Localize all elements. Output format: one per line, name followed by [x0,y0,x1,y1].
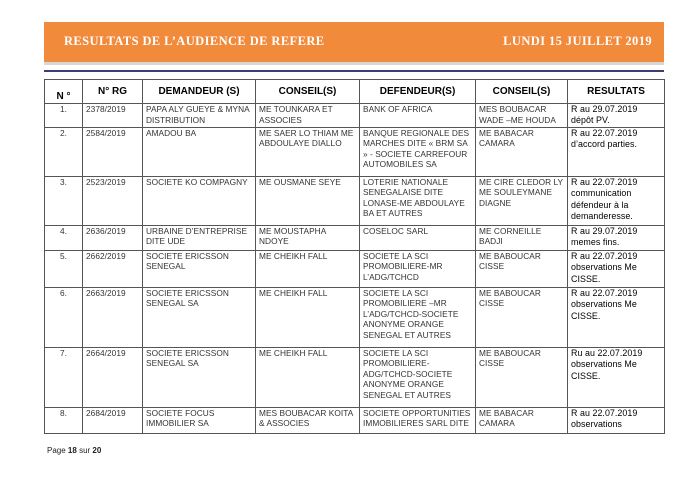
cell-conseil-defendeur: ME CORNEILLE BADJI [476,225,568,250]
cell-conseil-demandeur: ME OUSMANE SEYE [256,176,360,225]
cell-defendeur: BANK OF AFRICA [360,104,476,128]
table-row [45,127,665,176]
cell-resultat: R au 29.07.2019 dépôt PV. [568,104,665,128]
cell-number: 2. [45,127,83,176]
cell-defendeur: SOCIETE OPPORTUNITIES IMMOBILIERES SARL DITE [360,407,476,433]
cell-number: 6. [45,287,83,347]
table-row [45,225,665,250]
cell-rg: 2684/2019 [83,407,143,433]
column-header-resultats: RESULTATS [568,80,665,104]
page-footer [47,446,101,455]
cell-number: 4. [45,225,83,250]
cell-resultat: R au 22.07.2019 observations Me CISSE. [568,287,665,347]
cell-defendeur: SOCIETE LA SCI PROMOBILIERE-ADG/TCHCD-SOCIETE ANONYME ORANGE SENEGAL ET AUTRES [360,347,476,407]
cell-rg: 2523/2019 [83,176,143,225]
column-header-defendeur: DEFENDEUR(S) [360,80,476,104]
table-row [45,104,665,128]
cell-demandeur: SOCIETE ERICSSON SENEGAL SA [143,347,256,407]
cell-resultat: R au 22.07.2019 d’accord parties. [568,127,665,176]
cell-resultat: R au 22.07.2019 observations [568,407,665,433]
cell-demandeur: SOCIETE ERICSSON SENEGAL [143,250,256,287]
cell-rg: 2378/2019 [83,104,143,128]
cell-rg: 2664/2019 [83,347,143,407]
cell-defendeur: COSELOC SARL [360,225,476,250]
cell-defendeur: SOCIETE LA SCI PROMOBILIERE-MR L’ADG/TCHCD [360,250,476,287]
cell-demandeur: URBAINE D’ENTREPRISE DITE UDE [143,225,256,250]
cell-conseil-demandeur: ME MOUSTAPHA NDOYE [256,225,360,250]
cell-conseil-defendeur: ME BABOUCAR CISSE [476,347,568,407]
table-row [45,287,665,347]
cell-number: 7. [45,347,83,407]
footer-of-word: sur [79,446,91,455]
cell-defendeur: BANQUE REGIONALE DES MARCHES DITE « BRM SA » - SOCIETE CARREFOUR AUTOMOBILES SA [360,127,476,176]
column-header-demandeur: DEMANDEUR (S) [143,80,256,104]
cell-conseil-demandeur: ME CHEIKH FALL [256,250,360,287]
cell-number: 3. [45,176,83,225]
table-row [45,407,665,433]
cell-conseil-defendeur: MES BOUBACAR WADE –ME HOUDA [476,104,568,128]
column-header-conseil-defendeur: CONSEIL(S) [476,80,568,104]
cell-conseil-demandeur: ME CHEIKH FALL [256,347,360,407]
cell-defendeur: SOCIETE LA SCI PROMOBILIERE –MR L’ADG/TCHCD-SOCIETE ANONYME ORANGE SENEGAL ET AUTRES [360,287,476,347]
hearing-date: LUNDI 15 JUILLET 2019 [503,34,652,48]
footer-page-number: 18 [67,446,77,455]
results-table [44,79,665,434]
column-header-number: N ° [45,80,83,104]
cell-conseil-defendeur: ME BABACAR CAMARA [476,407,568,433]
cell-demandeur: PAPA ALY GUEYE & MYNA DISTRIBUTION [143,104,256,128]
header-divider [44,70,664,72]
table-row [45,176,665,225]
cell-conseil-defendeur: ME BABACAR CAMARA [476,127,568,176]
header-banner [44,22,664,62]
cell-demandeur: SOCIETE FOCUS IMMOBILIER SA [143,407,256,433]
cell-conseil-defendeur: ME CIRE CLEDOR LY ME SOULEYMANE DIAGNE [476,176,568,225]
footer-page-total: 20 [92,446,102,455]
cell-demandeur: AMADOU BA [143,127,256,176]
cell-number: 8. [45,407,83,433]
cell-resultat: R au 22.07.2019 communication défendeur à la demanderesse. [568,176,665,225]
cell-defendeur: LOTERIE NATIONALE SENEGALAISE DITE LONASE-ME ABDOULAYE BA ET AUTRES [360,176,476,225]
cell-rg: 2662/2019 [83,250,143,287]
cell-rg: 2663/2019 [83,287,143,347]
column-header-conseil-demandeur: CONSEIL(S) [256,80,360,104]
cell-conseil-demandeur: MES BOUBACAR KOITA & ASSOCIES [256,407,360,433]
table-row [45,250,665,287]
cell-conseil-defendeur: ME BABOUCAR CISSE [476,250,568,287]
cell-demandeur: SOCIETE ERICSSON SENEGAL SA [143,287,256,347]
cell-conseil-demandeur: ME CHEIKH FALL [256,287,360,347]
cell-rg: 2584/2019 [83,127,143,176]
cell-resultat: R au 22.07.2019 observations Me CISSE. [568,250,665,287]
cell-number: 5. [45,250,83,287]
table-row [45,347,665,407]
table-header-row [45,80,665,104]
cell-number: 1. [45,104,83,128]
cell-conseil-demandeur: ME TOUNKARA ET ASSOCIES [256,104,360,128]
column-header-rg: N° RG [83,80,143,104]
cell-rg: 2636/2019 [83,225,143,250]
footer-page-word: Page [47,446,66,455]
cell-resultat: R au 29.07.2019 memes fins. [568,225,665,250]
cell-conseil-demandeur: ME SAER LO THIAM ME ABDOULAYE DIALLO [256,127,360,176]
cell-conseil-defendeur: ME BABOUCAR CISSE [476,287,568,347]
cell-resultat: Ru au 22.07.2019 observations Me CISSE. [568,347,665,407]
document-title: RESULTATS DE L’AUDIENCE DE REFERE [64,34,325,48]
cell-demandeur: SOCIETE KO COMPAGNY [143,176,256,225]
